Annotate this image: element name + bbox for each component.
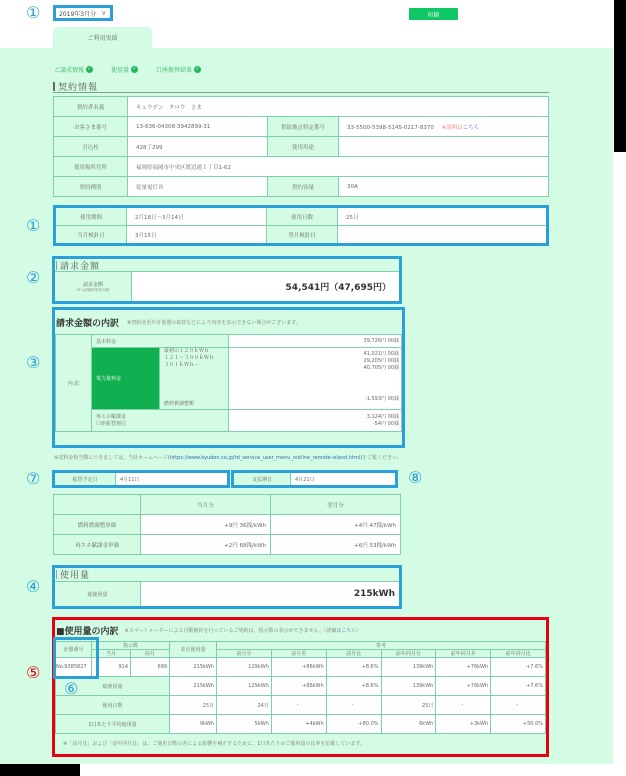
days-net-value: 25日	[170, 696, 217, 715]
meter-no-highlight	[53, 637, 99, 679]
ref-value: -	[491, 696, 546, 715]
tier-3-label: ３０１ｋＷｈ－	[164, 362, 200, 368]
total-usage-value: 215kWh	[353, 589, 395, 599]
meter-no-value: No.9385827	[56, 658, 92, 677]
breakdown-title: 請求金額の内訳	[56, 318, 120, 329]
usage-title	[55, 568, 399, 581]
account-discount-label: 口座振替割引	[96, 420, 127, 427]
ref-header: 前年同月比	[491, 650, 546, 658]
unit-header-current: 当月分	[141, 495, 271, 515]
table-row	[56, 677, 546, 696]
table-row	[56, 335, 402, 348]
ref-value: 6kWh	[381, 715, 436, 734]
net-usage-value: 215kWh	[170, 658, 217, 677]
renewable-label: 再エネ賦課金	[96, 413, 127, 420]
renewable-unit-current: +2円 68銭/kWh	[141, 535, 271, 555]
supply-point-label: 供給地点特定番号	[268, 117, 339, 137]
chevron-down-icon: ∨	[101, 9, 107, 17]
remote-note-link[interactable]: (https://www.kyuden.co.jp/td_service_user_menu_outline_remote-island.html)	[168, 455, 363, 461]
callout-3: ③	[26, 353, 41, 372]
note-suffix: ）	[356, 628, 362, 634]
tab-usage-results[interactable]: ご利用実績	[53, 27, 152, 48]
transfer-date-value: 4月11日	[115, 473, 227, 485]
due-date-value: 4月21日	[290, 473, 395, 485]
usage-breakdown-section	[52, 617, 549, 757]
breakdown-row-label: 内 訳	[56, 335, 92, 432]
tier-3-value: 40,705円 00銭	[363, 365, 399, 371]
table-row	[54, 495, 401, 515]
anchor-label: 使用量	[111, 67, 130, 74]
customer-no-value: 13-636-04308-3942899-31	[128, 117, 268, 137]
tier-2-label: １２１～３００ｋＷｈ	[164, 355, 215, 361]
breakdown-table	[55, 334, 402, 432]
note-link[interactable]: こちら	[341, 628, 357, 634]
tier-values	[229, 348, 402, 410]
contract-section-title	[53, 81, 549, 93]
tier-2-value: 29,205円 00銭	[363, 358, 399, 364]
period-table	[53, 205, 549, 246]
due-date-box	[231, 470, 398, 488]
net-usage-header: 差引使用量	[170, 642, 217, 658]
print-button[interactable]: 印刷	[409, 8, 458, 20]
ref-value: 24日	[217, 696, 272, 715]
table-row	[54, 157, 549, 177]
previous-reading-header: 前月	[131, 650, 170, 658]
ref-header: 前年同月分	[381, 650, 436, 658]
name-value: キュウデン タロウ さま	[128, 97, 549, 117]
ref-value: -	[326, 696, 381, 715]
name-label: 契約者名義	[54, 97, 128, 117]
fuel-unit-next: +4円 47銭/kWh	[271, 515, 401, 535]
capacity-label: 契約容量	[268, 177, 339, 197]
ref-value: +76kWh	[436, 658, 491, 677]
usage-breakdown-footnote: ※「前月比」および「前年同月比」は、ご使用日数の差による影響を補正するために、1日あたりのご使用量の比率を記載しています。	[63, 741, 365, 747]
usage-purpose-value	[339, 137, 549, 157]
table-row	[55, 207, 548, 226]
ref-header: 前年同月差	[436, 650, 491, 658]
table-row	[56, 348, 402, 398]
ref-value: +8.6%	[326, 677, 381, 696]
table-row	[56, 696, 546, 715]
table-row	[56, 715, 546, 734]
note-text: ※スマートメーターによる自動検針を行っているご契約は、指示数の表示ができません。（詳細は	[124, 628, 342, 634]
reading-header: 指示数	[92, 642, 170, 650]
capacity-value: 30A	[339, 177, 549, 197]
unit-header-next: 翌月分	[271, 495, 401, 515]
billing-label: 請求金額	[82, 281, 103, 288]
ref-value: +86kWh	[271, 677, 326, 696]
contract-type-label: 契約種別	[54, 177, 128, 197]
tier-1-label: 最初の１２０ｋＷｈ	[164, 348, 210, 354]
supply-point-note: ※説明は	[441, 124, 463, 131]
contract-type-value: 従量電灯Ｂ	[128, 177, 268, 197]
breakdown-header	[55, 310, 402, 334]
remote-note-suffix: をご覧ください。	[362, 455, 403, 461]
ref-value: 139kWh	[381, 677, 436, 696]
anchor-transfer-result[interactable]	[156, 65, 201, 74]
ref-value: -	[436, 696, 491, 715]
fuel-unit-current: +9円 36銭/kWh	[141, 515, 271, 535]
ref-value: +4kWh	[271, 715, 326, 734]
anchor-nav	[54, 65, 201, 74]
title-bar-decoration	[56, 261, 57, 270]
fuel-adjustment-label: 燃料費調整額	[160, 398, 229, 410]
ref-value: +3kWh	[436, 715, 491, 734]
billing-title-text: 請求金額	[60, 261, 101, 272]
billing-sublabel: （８％消費税等相当額）	[73, 287, 113, 292]
billing-breakdown-section	[52, 307, 405, 448]
ref-value: +7.6%	[491, 677, 546, 696]
ref-header: 前月比	[326, 650, 381, 658]
ref-value: -	[271, 696, 326, 715]
table-row	[56, 658, 546, 677]
usage-title-text: 使用量	[60, 571, 91, 581]
table-row	[55, 226, 548, 245]
due-date-label: 支払期日	[234, 473, 290, 485]
ref-value: 139kWh	[381, 658, 436, 677]
meter-no-header: 計器番号	[56, 642, 92, 658]
supply-point-link[interactable]: こちら	[462, 124, 480, 131]
usage-breakdown-table	[55, 641, 546, 734]
customer-no-label: お客さま番号	[54, 117, 128, 137]
unit-header-empty	[54, 495, 141, 515]
usage-breakdown-title: ■使用量の内訳	[56, 627, 119, 637]
ref-header: 前月分	[217, 650, 272, 658]
avg-row-label: 1日あたり平均使用量	[56, 715, 170, 734]
callout-6: ⑥	[64, 679, 79, 698]
ref-value: +50.0%	[491, 715, 546, 734]
table-row	[54, 515, 401, 535]
table-header-row	[56, 650, 546, 658]
billing-row	[55, 272, 399, 301]
days-row-label: 使用日数	[56, 696, 170, 715]
avg-net-value: 9kWh	[170, 715, 217, 734]
total-net-value: 215kWh	[170, 677, 217, 696]
pole-label: 引込柱	[54, 137, 128, 157]
ref-value: 129kWh	[217, 658, 272, 677]
transfer-date-box	[52, 470, 230, 488]
renewable-unit-next: +6円 53銭/kWh	[271, 535, 401, 555]
address-label: 使用場所住所	[54, 157, 128, 177]
table-row	[54, 137, 549, 157]
callout-1-top: ①	[26, 3, 41, 22]
title-bar-decoration	[56, 570, 57, 579]
total-usage-row-label: 総使用量	[56, 677, 170, 696]
usage-row	[55, 581, 399, 606]
supply-point-value: 33-5500-5398-5145-0217-8370	[347, 124, 434, 131]
callout-7: ⑦	[26, 469, 41, 488]
contract-title-text: 契約情報	[58, 83, 99, 93]
transfer-date-label: 振替予定日	[55, 473, 115, 485]
unit-price-table	[53, 494, 401, 555]
supply-point-cell	[339, 117, 549, 137]
remote-island-note	[54, 454, 402, 461]
fuel-unit-label: 燃料費調整単価	[54, 515, 141, 535]
base-fee-label: 基本料金	[92, 335, 229, 348]
title-bar-decoration	[53, 82, 55, 91]
current-reading-header: 当月	[92, 650, 131, 658]
table-row	[54, 97, 549, 117]
callout-8: ⑧	[408, 468, 423, 487]
usage-purpose-label: 使用用途	[268, 137, 339, 157]
reference-header: 参考	[217, 642, 546, 650]
ref-value: 5kWh	[217, 715, 272, 734]
days-label: 使用日数	[267, 207, 338, 226]
usage-section	[52, 565, 402, 609]
breakdown-note: ※契約変更や計量器の取替などにより内容を表示できない場合がございます。	[127, 319, 301, 326]
callout-5: ⑤	[26, 663, 41, 682]
month-select-value: 2019年3月分	[59, 10, 97, 18]
tier-labels	[160, 348, 229, 398]
address-value: 福岡県福岡市中央区渡辺通１丁目1-62	[128, 157, 549, 177]
billing-label-cell	[55, 272, 132, 301]
check-circle-icon: ✓	[132, 66, 137, 72]
table-header-row	[56, 642, 546, 650]
ref-value: 25日	[381, 696, 436, 715]
period-label: 使用期間	[55, 207, 127, 226]
ref-value: +8.6%	[326, 658, 381, 677]
renewable-values	[229, 410, 402, 432]
ref-value: +86kWh	[271, 658, 326, 677]
base-fee-value: 39,726円 00銭	[229, 335, 402, 348]
renewable-value: 3,124円 00銭	[366, 413, 399, 420]
billing-value: 54,541円（47,695円）	[285, 283, 391, 293]
period-value: 2月18日～3月14日	[127, 207, 267, 226]
usage-breakdown-note	[125, 627, 362, 634]
table-row	[54, 535, 401, 555]
usage-breakdown-header	[55, 620, 546, 641]
callout-1-period: ①	[26, 216, 41, 235]
days-value: 25日	[338, 207, 548, 226]
callout-4: ④	[26, 577, 41, 596]
month-select[interactable]	[53, 5, 113, 21]
renewable-unit-label: 再エネ賦課金単価	[54, 535, 141, 555]
renewable-labels	[92, 410, 229, 432]
next-meter-value	[338, 226, 548, 245]
anchor-usage[interactable]	[111, 65, 138, 74]
energy-fee-label: 電力量料金	[92, 348, 160, 410]
billing-amount-section	[52, 256, 402, 304]
anchor-label: ご請求情報	[54, 67, 85, 74]
next-meter-label: 翌月検針日	[267, 226, 338, 245]
tier-1-value: 41,021円 00銭	[363, 351, 399, 357]
callout-2: ②	[26, 268, 41, 287]
check-circle-icon: ✓	[87, 66, 92, 72]
anchor-label: 口座振替結果	[156, 67, 193, 74]
ref-value: +76kWh	[436, 677, 491, 696]
table-row	[56, 410, 402, 432]
ref-value: 129kWh	[217, 677, 272, 696]
total-usage-label: 総使用量	[55, 582, 141, 606]
billing-title	[55, 259, 399, 272]
current-reading-value: 914	[92, 658, 131, 677]
check-circle-icon: ✓	[195, 66, 200, 72]
ref-value: +7.6%	[491, 658, 546, 677]
meter-date-label: 当月検針日	[55, 226, 127, 245]
ref-header: 前月差	[271, 650, 326, 658]
pole-value: 428了299	[128, 137, 268, 157]
table-row	[54, 177, 549, 197]
account-discount-value: -54円 00銭	[372, 420, 399, 427]
meter-date-value: 3月15日	[127, 226, 267, 245]
table-row	[54, 117, 549, 137]
black-bar-bottom	[0, 764, 80, 776]
contract-table	[53, 96, 549, 197]
remote-note-text: ※送料金相当額につきましては、当社ホームページ	[54, 455, 168, 461]
black-bar-right	[614, 0, 626, 152]
anchor-billing-info[interactable]	[54, 65, 93, 74]
previous-reading-value: 699	[131, 658, 170, 677]
ref-value: +80.0%	[326, 715, 381, 734]
fuel-adjustment-value: -1,593円 00銭	[364, 396, 399, 402]
